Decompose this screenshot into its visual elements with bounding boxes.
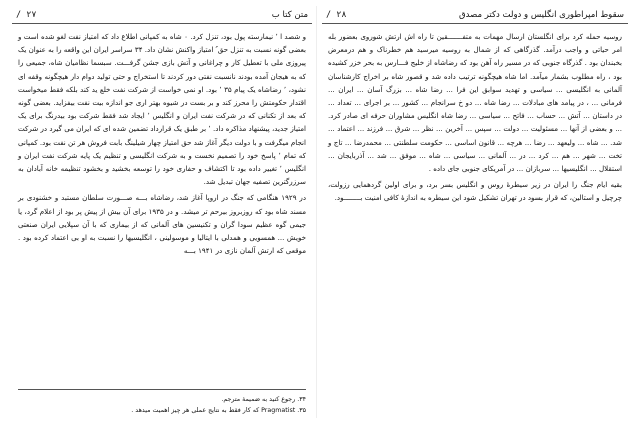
left-page-header	[12, 8, 312, 24]
footnote-35: ۳۵. Pragmatist که کار فقط به نتایج عملی هر چیز اهمیت میدهد .	[131, 407, 306, 414]
right-page-header	[322, 8, 628, 24]
left-page-body	[12, 24, 312, 257]
left-page	[12, 8, 312, 418]
left-paragraph-1: و شصد ا ٬ نیمارسته پول بود، تنزل کرد. ۰ شاه به کمپانی اطلاع داد که امتیاز نفت لغو شده است و بعضی گونه نسبت به تنزل حق ُ امتیاز واکنش نشان داد. ۳۴ سراسر ایران این واقعه را به عنوان یک پیروزی ملی با تعطیل کار و چراغانی و آتش بازی جشن گرفـــت. سبسما نظامیان شاه، جمیعی را که به هیجان آمده بودند نانسبت نفتی دور کردند تا استخراج و حتی تولید دوام دار هیچگونه وقفه ای نشود، ٬ رضاشاه یک پیام ۳۵ ٬ بود. او نمی خواست از شرکت نفت خلع ید کند بلکه فقط میخواست اقتدار حکومتش را محرز کند و بر بست در شیوه بهتر اری جو اندازه بیت نفت بیفزاید. بعضی گونه که بعد از تکنانی که در شرکت نفت ایران و انگلیس ٬ ایجاد شد فقط شرکت بود بیدرنگ برای یک امتیاز جدید، پیشنهاد مذاکره داد. ٬ بر طبق یک قرارداد تضمین شده ای که ایران می گیرد در شرکت انجام میگرفت و با دولت دیگر آغاز شد حق امتیاز چهار شیلینگ بابت فروش هر تن نفت بود. کمپانی که تمام ٬ پاسخ خود را تصمیم نخست و به شرکت انگلیسی و تنظیم یک پایه شرکت نفت ایران و انگلیس ٬ تغییر داده بود تا اکتشاف و حفاری خود را توسعه بخشید و بخشود تنظیمه خانه آبادان به سرزرگترین تصفیه جهان تبدیل شد.	[18, 32, 306, 187]
left-footnotes	[18, 389, 306, 416]
right-paragraph-1: روسیه حمله کرد برای انگلستان ارسال مهمات به متفـــــــقین تا راه اش ارتش شوروی بعضور بله امر حیاتی و واجب درآمد. گذرگاهی که از شمال به روسیه میرسید هم خطرناک و هم درمعرض بخبندان بود . گذرگاه جنوبی که در مسیر راه آهن بود که رضاشاه از خلیج فـــارس به بحر خزر کشیده بود ، راه مطلوب بشمار میآمد. اما شاه هیچگونه ترتیب داده شد و قصور شاه بر اخراج کارشناسان آلمانی به انگلیسی ... سیاسی و تهدید سوابق این فرا ... رضا شاه ... بزرگ آسان ... ایران ... فرمانی ... ، در پیامد های مبادلات ... رضا شاه ... دو خ سرانجام ... کشور ... بر اجرای ... تعداد ... در داستان ... آتش ... حساب ... فاتح ... سیاسی ... رضا شاه انگلیس مشاوران حرفه ای صادر کرد. ... و بعضی از آنها ... مسئولیت ... دولت ... سپس ... آخرین ... نظر ... شرق ... فرزند ... اعتماد ... شد. ... شاه ... ولیعهد ... رضا ... هرچه ... قانون اساسی ... حکومت سلطنتی ... محمدرضا ... تاج و تخت ... شهر ... هم ... کرد ... در ... آلمانی ... سیاسی ... شاه ... موفق ... شد ... آذربایجان ... استقلال ... انگلیسیها ... سربازان ... در آمریکای جنوبی جای داده .	[328, 32, 622, 174]
right-paragraph-2: بقیه ایام جنگ را ایران در زیر سیطرهٔ روس و انگلیس بسر برد، و برای اولین گردهمایی رزولت، چرچیل و استالین، که قرار بسود در تهران تشکیل شود این سیطره به اندازهٔ کافی امنیت بــــــــود.	[328, 180, 622, 203]
right-page-body	[322, 24, 628, 205]
right-header-title: سقوط امپراطوری انگلیس و دولت دکتر مصدق	[459, 10, 624, 20]
page-gutter	[316, 6, 317, 418]
right-page-number: ۲۸ /	[326, 10, 347, 20]
left-paragraph-2: در ۱۹۲۹ هنگامی که جنگ در اروپا آغاز شد، رضاشاه بـــه صـــورت سلطان مستبد و خشنودی بر مسند شاه بود که روزبروز بیرحم تر میشد. و در ۱۹۳۵ برای آن بیش از پیش پر بود از اعلام گرد، یا جیمی گوه عظیم سودا گران و تکنیسین های آلمانی که از بیماری که با آن سپلایی ایران صنعتی خویش ... همسویی و همدلی با ایتالیا و موسولینی ، انگلیسیها را نسبت به او بی اعتماد کرده بود . موقعی که ارتش آلمان نازی در ۱۹۴۱ بـــه	[18, 193, 306, 256]
left-page-number: ۲۷ /	[16, 10, 37, 20]
footnote-34: ۳۴. رجوع کنید به ضمیمهٔ مترجم.	[221, 396, 306, 403]
right-page	[322, 8, 628, 418]
left-header-title: متن کتا ب	[271, 10, 308, 20]
